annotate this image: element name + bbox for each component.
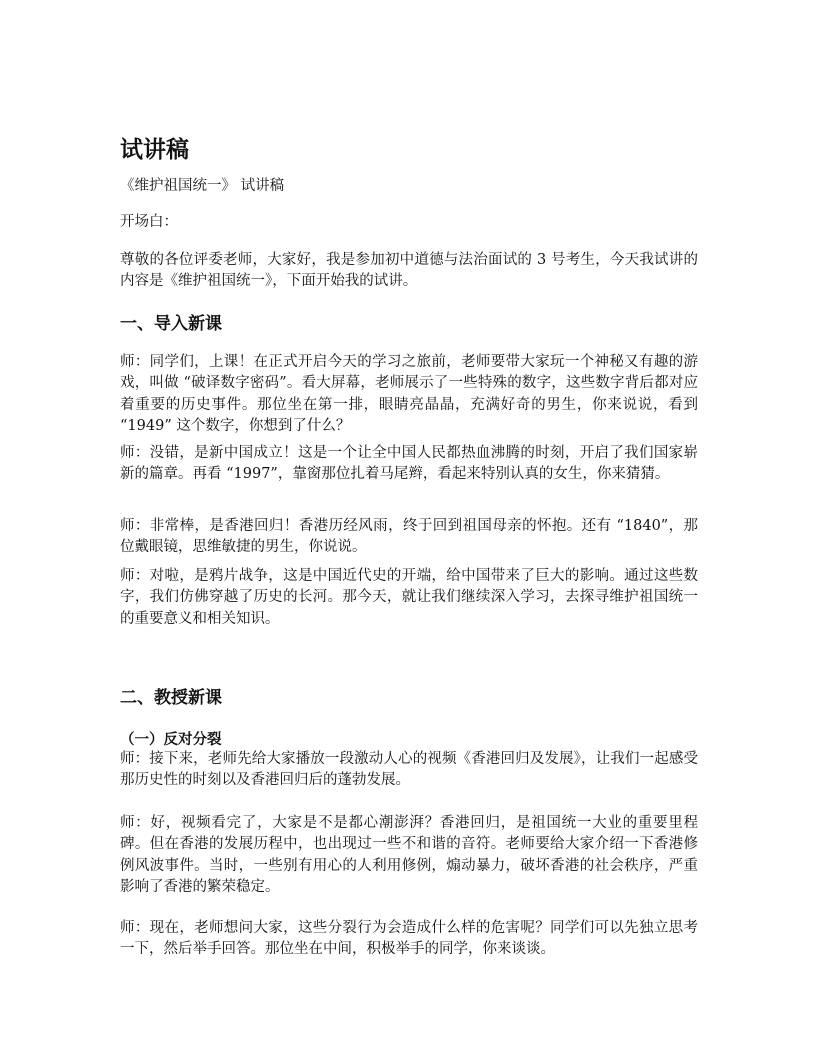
intro-paragraph-1: 师：同学们，上课！在正式开启今天的学习之旅前，老师要带大家玩一个神秘又有趣的游戏，叫做 “破译数字密码”。看大屏幕，老师展示了一些特殊的数字，这些数字背后都对应着重要的历史事件。那位坐在第一排，眼睛亮晶晶，充满好奇的男生，你来说说，看到 “1949” 这个数字，你想到了什么？ <box>120 354 698 434</box>
section-heading-intro: 一、导入新课 <box>120 314 222 334</box>
opening-label: 开场白： <box>120 214 178 230</box>
document-title: 试讲稿 <box>120 136 189 164</box>
teaching-paragraph-3: 师：现在，老师想问大家，这些分裂行为会造成什么样的危害呢？同学们可以先独立思考一下，然后举手回答。那位坐在中间，积极举手的同学，你来谈谈。 <box>120 920 698 958</box>
section-heading-teaching: 二、教授新课 <box>120 688 222 708</box>
document-subtitle: 《维护祖国统一》 试讲稿 <box>120 178 285 194</box>
intro-paragraph-4: 师：对啦，是鸦片战争，这是中国近代史的开端，给中国带来了巨大的影响。通过这些数字，我们仿佛穿越了历史的长河。那今天，就让我们继续深入学习，去探寻维护祖国统一的重要意义和相关知识。 <box>120 568 698 627</box>
subsection-heading-oppose-separation: （一）反对分裂 <box>120 731 222 748</box>
intro-paragraph-3: 师：非常棒，是香港回归！香港历经风雨，终于回到祖国母亲的怀抱。还有 “1840”，那位戴眼镜，思维敏捷的男生，你说说。 <box>120 518 698 556</box>
intro-paragraph-2: 师：没错，是新中国成立！这是一个让全中国人民都热血沸腾的时刻，开启了我们国家崭新的篇章。再看 “1997”，靠窗那位扎着马尾辫，看起来特别认真的女生，你来猜猜。 <box>120 445 698 483</box>
teaching-paragraph-2: 师：好，视频看完了，大家是不是都心潮澎湃？香港回归，是祖国统一大业的重要里程碑。但在香港的发展历程中，也出现过一些不和谐的音符。老师要给大家介绍一下香港修例风波事件。当时，一些别有用心的人利用修例，煽动暴力，破坏香港的社会秩序，严重影响了香港的繁荣稳定。 <box>120 815 698 895</box>
teaching-paragraph-1: 师：接下来，老师先给大家播放一段激动人心的视频《香港回归及发展》，让我们一起感受那历史性的时刻以及香港回归后的蓬勃发展。 <box>120 751 698 789</box>
opening-paragraph: 尊敬的各位评委老师，大家好，我是参加初中道德与法治面试的 3 号考生，今天我试讲的内容是《维护祖国统一》，下面开始我的试讲。 <box>120 252 698 290</box>
